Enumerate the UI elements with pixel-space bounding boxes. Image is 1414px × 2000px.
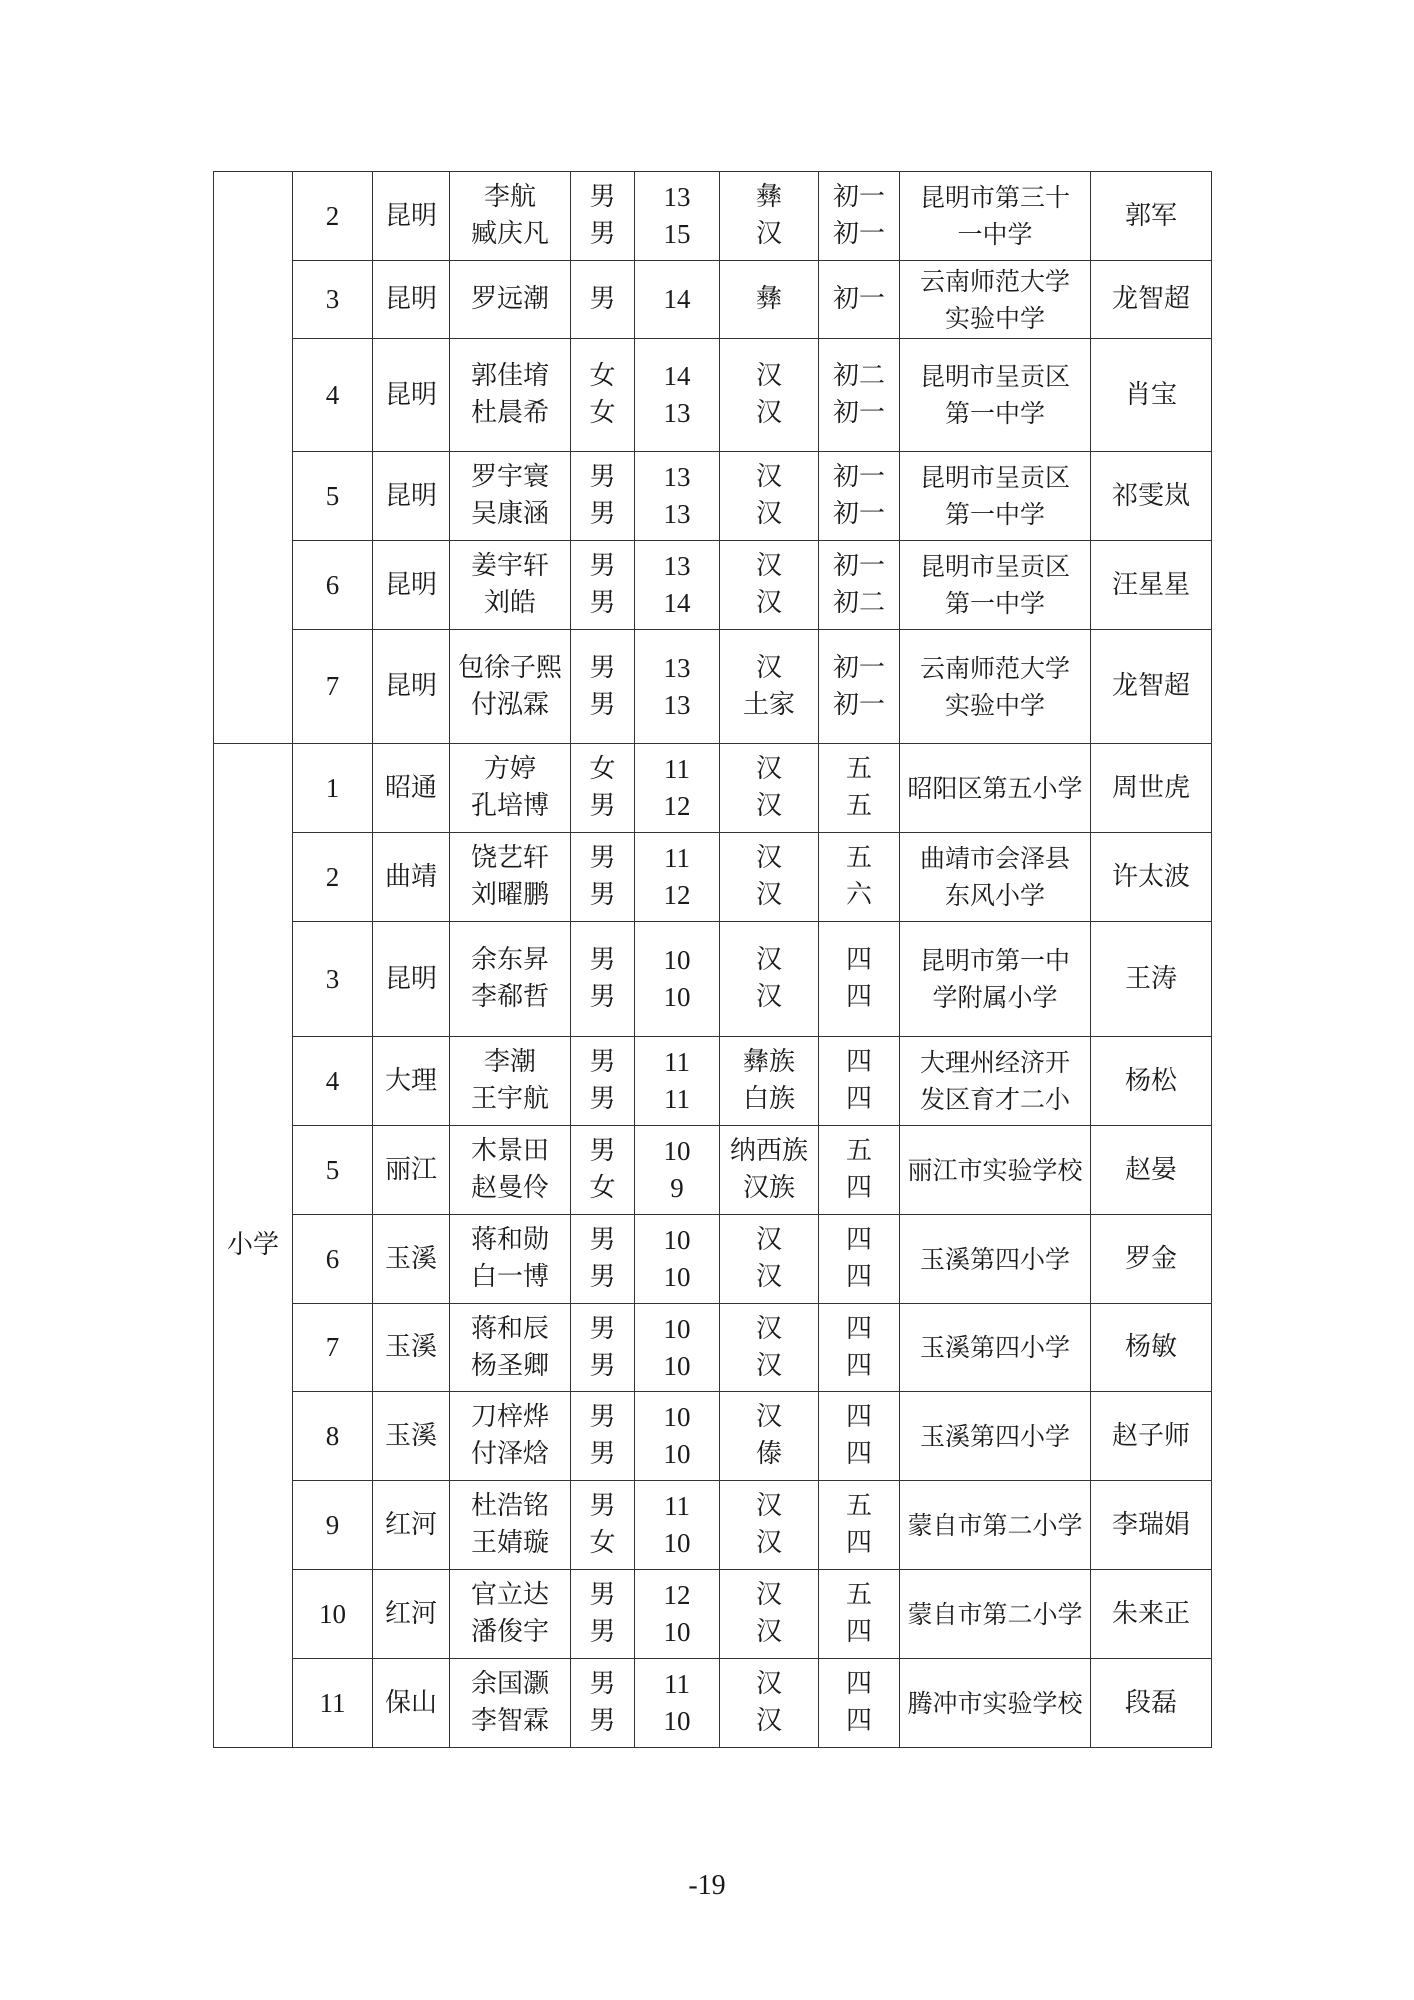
ethnic-cell: 汉 汉 [720,452,819,541]
teacher-cell: 罗金 [1091,1215,1212,1304]
grade-cell: 四 四 [819,1392,900,1481]
teacher-cell: 祁雯岚 [1091,452,1212,541]
age-cell: 11 11 [635,1037,720,1126]
table-row [214,630,1212,744]
no-cell: 3 [293,261,373,339]
city-cell: 曲靖 [373,833,450,922]
no-cell: 9 [293,1481,373,1570]
school-cell: 云南师范大学 实验中学 [900,261,1091,339]
age-cell: 11 10 [635,1659,720,1748]
grade-cell: 初二 初一 [819,339,900,452]
ethnic-cell: 汉 汉 [720,833,819,922]
no-cell: 8 [293,1392,373,1481]
table-row [214,1215,1212,1304]
ethnic-cell: 汉 汉 [720,1481,819,1570]
city-cell: 昭通 [373,744,450,833]
gender-cell: 女 男 [571,744,635,833]
teacher-cell: 龙智超 [1091,630,1212,744]
ethnic-cell: 汉 土家 [720,630,819,744]
names-cell: 杜浩铭 王婧璇 [450,1481,571,1570]
names-cell: 蒋和辰 杨圣卿 [450,1304,571,1392]
age-cell: 13 14 [635,541,720,630]
grade-cell: 初一 [819,261,900,339]
school-cell: 昆明市第三十 一中学 [900,172,1091,261]
teacher-cell: 李瑞娟 [1091,1481,1212,1570]
school-cell: 昆明市呈贡区 第一中学 [900,339,1091,452]
teacher-cell: 赵子师 [1091,1392,1212,1481]
names-cell: 余东昇 李郗哲 [450,922,571,1037]
teacher-cell: 杨松 [1091,1037,1212,1126]
city-cell: 昆明 [373,630,450,744]
names-cell: 罗宇寰 吴康涵 [450,452,571,541]
table-row [214,1392,1212,1481]
names-cell: 李航 臧庆凡 [450,172,571,261]
page-number: -19 [688,1870,726,1901]
city-cell: 红河 [373,1570,450,1659]
names-cell: 罗远潮 [450,261,571,339]
names-cell: 郭佳堉 杜晨希 [450,339,571,452]
gender-cell: 女 女 [571,339,635,452]
school-cell: 昭阳区第五小学 [900,744,1091,833]
school-cell: 昆明市呈贡区 第一中学 [900,541,1091,630]
gender-cell: 男 男 [571,833,635,922]
city-cell: 昆明 [373,452,450,541]
no-cell: 3 [293,922,373,1037]
school-cell: 蒙自市第二小学 [900,1481,1091,1570]
city-cell: 玉溪 [373,1304,450,1392]
age-cell: 11 12 [635,744,720,833]
names-cell: 蒋和勋 白一博 [450,1215,571,1304]
ethnic-cell: 纳西族 汉族 [720,1126,819,1215]
teacher-cell: 朱来正 [1091,1570,1212,1659]
gender-cell: 男 男 [571,630,635,744]
school-cell: 昆明市第一中 学附属小学 [900,922,1091,1037]
no-cell: 4 [293,1037,373,1126]
names-cell: 姜宇轩 刘皓 [450,541,571,630]
school-cell: 玉溪第四小学 [900,1215,1091,1304]
table-row [214,541,1212,630]
category-cell: 小学 [214,744,293,1748]
age-cell: 13 15 [635,172,720,261]
table-row [214,261,1212,339]
grade-cell: 五 四 [819,1481,900,1570]
age-cell: 10 10 [635,1392,720,1481]
gender-cell: 男 男 [571,1215,635,1304]
grade-cell: 四 四 [819,1037,900,1126]
teacher-cell: 杨敏 [1091,1304,1212,1392]
grade-cell: 五 五 [819,744,900,833]
table-row [214,1659,1212,1748]
gender-cell: 男 男 [571,1659,635,1748]
grade-cell: 五 四 [819,1126,900,1215]
no-cell: 11 [293,1659,373,1748]
age-cell: 14 13 [635,339,720,452]
teacher-cell: 王涛 [1091,922,1212,1037]
table-row [214,452,1212,541]
teacher-cell: 段磊 [1091,1659,1212,1748]
teacher-cell: 肖宝 [1091,339,1212,452]
ethnic-cell: 汉 汉 [720,1659,819,1748]
no-cell: 6 [293,541,373,630]
city-cell: 昆明 [373,172,450,261]
age-cell: 10 10 [635,1304,720,1392]
table-row [214,1037,1212,1126]
no-cell: 2 [293,172,373,261]
ethnic-cell: 汉 傣 [720,1392,819,1481]
ethnic-cell: 汉 汉 [720,1570,819,1659]
grade-cell: 四 四 [819,1215,900,1304]
ethnic-cell: 彝 [720,261,819,339]
ethnic-cell: 汉 汉 [720,1304,819,1392]
names-cell: 官立达 潘俊宇 [450,1570,571,1659]
table-row [214,922,1212,1037]
teacher-cell: 郭军 [1091,172,1212,261]
table-row [214,744,1212,833]
gender-cell: 男 [571,261,635,339]
gender-cell: 男 男 [571,1570,635,1659]
gender-cell: 男 男 [571,1037,635,1126]
school-cell: 云南师范大学 实验中学 [900,630,1091,744]
grade-cell: 初一 初二 [819,541,900,630]
age-cell: 11 12 [635,833,720,922]
city-cell: 红河 [373,1481,450,1570]
ethnic-cell: 汉 汉 [720,339,819,452]
age-cell: 13 13 [635,630,720,744]
city-cell: 昆明 [373,541,450,630]
grade-cell: 四 四 [819,1304,900,1392]
table-row [214,1481,1212,1570]
city-cell: 保山 [373,1659,450,1748]
ethnic-cell: 汉 汉 [720,1215,819,1304]
school-cell: 曲靖市会泽县 东风小学 [900,833,1091,922]
ethnic-cell: 汉 汉 [720,541,819,630]
gender-cell: 男 女 [571,1481,635,1570]
names-cell: 饶艺轩 刘曜鹏 [450,833,571,922]
school-cell: 腾冲市实验学校 [900,1659,1091,1748]
no-cell: 5 [293,452,373,541]
city-cell: 玉溪 [373,1392,450,1481]
gender-cell: 男 女 [571,1126,635,1215]
table-row [214,833,1212,922]
category-cell [214,172,293,744]
no-cell: 1 [293,744,373,833]
grade-cell: 四 四 [819,1659,900,1748]
no-cell: 7 [293,1304,373,1392]
gender-cell: 男 男 [571,1304,635,1392]
no-cell: 6 [293,1215,373,1304]
grade-cell: 五 六 [819,833,900,922]
school-cell: 大理州经济开 发区育才二小 [900,1037,1091,1126]
age-cell: 14 [635,261,720,339]
names-cell: 李潮 王宇航 [450,1037,571,1126]
table-row [214,172,1212,261]
school-cell: 玉溪第四小学 [900,1392,1091,1481]
gender-cell: 男 男 [571,541,635,630]
names-cell: 余国灏 李智霖 [450,1659,571,1748]
ethnic-cell: 彝族 白族 [720,1037,819,1126]
grade-cell: 五 四 [819,1570,900,1659]
table-row [214,1126,1212,1215]
ethnic-cell: 彝 汉 [720,172,819,261]
age-cell: 10 10 [635,922,720,1037]
table-row [214,1570,1212,1659]
city-cell: 昆明 [373,339,450,452]
city-cell: 丽江 [373,1126,450,1215]
school-cell: 蒙自市第二小学 [900,1570,1091,1659]
gender-cell: 男 男 [571,452,635,541]
age-cell: 11 10 [635,1481,720,1570]
age-cell: 12 10 [635,1570,720,1659]
teacher-cell: 许太波 [1091,833,1212,922]
grade-cell: 初一 初一 [819,630,900,744]
age-cell: 13 13 [635,452,720,541]
teacher-cell: 赵晏 [1091,1126,1212,1215]
school-cell: 玉溪第四小学 [900,1304,1091,1392]
no-cell: 7 [293,630,373,744]
school-cell: 昆明市呈贡区 第一中学 [900,452,1091,541]
city-cell: 昆明 [373,922,450,1037]
names-cell: 包徐子熙 付泓霖 [450,630,571,744]
teacher-cell: 龙智超 [1091,261,1212,339]
names-cell: 方婷 孔培博 [450,744,571,833]
ethnic-cell: 汉 汉 [720,744,819,833]
no-cell: 2 [293,833,373,922]
grade-cell: 初一 初一 [819,172,900,261]
city-cell: 玉溪 [373,1215,450,1304]
gender-cell: 男 男 [571,922,635,1037]
teacher-cell: 周世虎 [1091,744,1212,833]
names-cell: 刀梓烨 付泽焓 [450,1392,571,1481]
no-cell: 4 [293,339,373,452]
school-cell: 丽江市实验学校 [900,1126,1091,1215]
age-cell: 10 10 [635,1215,720,1304]
table-row [214,339,1212,452]
grade-cell: 初一 初一 [819,452,900,541]
table-row [214,1304,1212,1392]
participants-table [213,171,1212,1748]
teacher-cell: 汪星星 [1091,541,1212,630]
grade-cell: 四 四 [819,922,900,1037]
gender-cell: 男 男 [571,172,635,261]
no-cell: 10 [293,1570,373,1659]
names-cell: 木景田 赵曼伶 [450,1126,571,1215]
age-cell: 10 9 [635,1126,720,1215]
gender-cell: 男 男 [571,1392,635,1481]
no-cell: 5 [293,1126,373,1215]
city-cell: 大理 [373,1037,450,1126]
ethnic-cell: 汉 汉 [720,922,819,1037]
city-cell: 昆明 [373,261,450,339]
